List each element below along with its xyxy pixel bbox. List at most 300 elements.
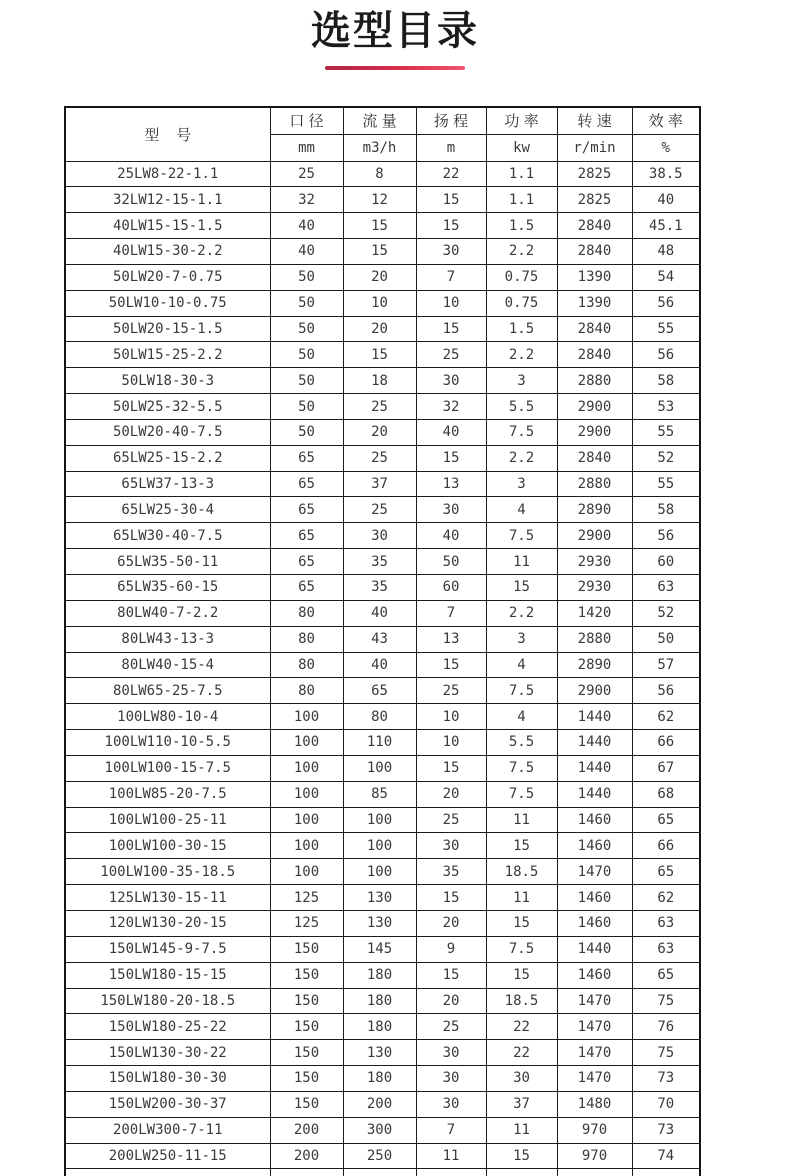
cell-power: 3 — [486, 626, 557, 652]
cell-efficiency: 63 — [632, 575, 700, 601]
cell-power: 1.1 — [486, 187, 557, 213]
cell-model: 32LW12-15-1.1 — [65, 187, 270, 213]
cell-efficiency: 40 — [632, 187, 700, 213]
table-row — [65, 316, 700, 342]
cell-model: 65LW35-50-11 — [65, 549, 270, 575]
header-flow: 流 量 — [343, 107, 416, 134]
cell-head: 15 — [416, 445, 486, 471]
cell-diameter: 100 — [270, 704, 343, 730]
title-block — [0, 6, 790, 70]
cell-head: 15 — [416, 652, 486, 678]
cell-head: 22 — [416, 161, 486, 187]
cell-flow: 100 — [343, 755, 416, 781]
cell-head: 25 — [416, 807, 486, 833]
cell-diameter: 150 — [270, 936, 343, 962]
cell-power: 22 — [486, 1014, 557, 1040]
cell-speed: 1460 — [557, 833, 632, 859]
cell-head: 50 — [416, 549, 486, 575]
cell-power: 0.75 — [486, 290, 557, 316]
cell-power: 7.5 — [486, 755, 557, 781]
cell-diameter: 50 — [270, 342, 343, 368]
unit-diameter: mm — [270, 134, 343, 161]
cell-flow: 300 — [343, 1117, 416, 1143]
cell-diameter: 65 — [270, 549, 343, 575]
cell-flow: 80 — [343, 704, 416, 730]
unit-power: kw — [486, 134, 557, 161]
table-row — [65, 652, 700, 678]
cell-diameter: 200 — [270, 1143, 343, 1169]
cell-diameter: 100 — [270, 755, 343, 781]
cell-speed: 1480 — [557, 1091, 632, 1117]
cell-head: 15 — [416, 885, 486, 911]
cell-power: 7.5 — [486, 419, 557, 445]
cell-model: 100LW100-15-7.5 — [65, 755, 270, 781]
cell-speed: 2880 — [557, 368, 632, 394]
table-row — [65, 755, 700, 781]
cell-head: 35 — [416, 859, 486, 885]
cell-flow: 10 — [343, 290, 416, 316]
cell-model: 150LW180-30-30 — [65, 1066, 270, 1092]
table-row — [65, 807, 700, 833]
table-row — [65, 264, 700, 290]
header-row-names — [65, 107, 700, 134]
cell-head: 20 — [416, 910, 486, 936]
partial-row — [65, 1169, 700, 1176]
cell-head: 30 — [416, 1091, 486, 1117]
header-power: 功 率 — [486, 107, 557, 134]
cell-model: 25LW8-22-1.1 — [65, 161, 270, 187]
cell-speed: 2840 — [557, 239, 632, 265]
cell-model: 65LW25-30-4 — [65, 497, 270, 523]
cell-diameter: 65 — [270, 471, 343, 497]
empty-cell — [416, 1169, 486, 1176]
cell-speed: 1390 — [557, 264, 632, 290]
cell-model: 100LW100-35-18.5 — [65, 859, 270, 885]
cell-flow: 30 — [343, 523, 416, 549]
cell-power: 7.5 — [486, 523, 557, 549]
selection-catalog-table — [64, 106, 701, 1176]
cell-model: 65LW30-40-7.5 — [65, 523, 270, 549]
cell-head: 15 — [416, 755, 486, 781]
cell-power: 3 — [486, 471, 557, 497]
table-row — [65, 549, 700, 575]
cell-model: 65LW25-15-2.2 — [65, 445, 270, 471]
cell-efficiency: 48 — [632, 239, 700, 265]
cell-speed: 2900 — [557, 394, 632, 420]
page-title: 选型目录 — [311, 9, 479, 53]
cell-model: 100LW80-10-4 — [65, 704, 270, 730]
cell-diameter: 150 — [270, 1091, 343, 1117]
cell-efficiency: 62 — [632, 885, 700, 911]
cell-power: 5.5 — [486, 730, 557, 756]
cell-diameter: 125 — [270, 910, 343, 936]
cell-speed: 1440 — [557, 730, 632, 756]
cell-power: 22 — [486, 1040, 557, 1066]
cell-power: 0.75 — [486, 264, 557, 290]
cell-speed: 2825 — [557, 187, 632, 213]
cell-power: 11 — [486, 807, 557, 833]
header-efficiency: 效 率 — [632, 107, 700, 134]
cell-speed: 2930 — [557, 549, 632, 575]
cell-diameter: 100 — [270, 781, 343, 807]
cell-efficiency: 63 — [632, 910, 700, 936]
cell-diameter: 50 — [270, 419, 343, 445]
cell-power: 3 — [486, 368, 557, 394]
cell-speed: 2900 — [557, 419, 632, 445]
cell-flow: 130 — [343, 885, 416, 911]
cell-flow: 20 — [343, 264, 416, 290]
table-row — [65, 161, 700, 187]
cell-power: 4 — [486, 497, 557, 523]
cell-flow: 35 — [343, 549, 416, 575]
cell-efficiency: 75 — [632, 1040, 700, 1066]
cell-power: 11 — [486, 549, 557, 575]
cell-diameter: 150 — [270, 1014, 343, 1040]
cell-head: 13 — [416, 626, 486, 652]
cell-head: 40 — [416, 523, 486, 549]
cell-head: 40 — [416, 419, 486, 445]
cell-diameter: 50 — [270, 264, 343, 290]
cell-power: 15 — [486, 575, 557, 601]
cell-diameter: 100 — [270, 730, 343, 756]
cell-model: 120LW130-20-15 — [65, 910, 270, 936]
cell-flow: 20 — [343, 419, 416, 445]
cell-speed: 1440 — [557, 781, 632, 807]
cell-diameter: 65 — [270, 575, 343, 601]
cell-diameter: 40 — [270, 239, 343, 265]
cell-head: 25 — [416, 342, 486, 368]
cell-efficiency: 65 — [632, 962, 700, 988]
cell-head: 30 — [416, 1066, 486, 1092]
cell-head: 30 — [416, 497, 486, 523]
unit-efficiency: % — [632, 134, 700, 161]
cell-head: 25 — [416, 1014, 486, 1040]
unit-flow: m3/h — [343, 134, 416, 161]
cell-power: 1.5 — [486, 213, 557, 239]
cell-head: 10 — [416, 730, 486, 756]
title-underline — [325, 66, 465, 70]
cell-model: 40LW15-15-1.5 — [65, 213, 270, 239]
cell-speed: 1460 — [557, 807, 632, 833]
table-row — [65, 600, 700, 626]
table-row — [65, 781, 700, 807]
cell-model: 150LW180-25-22 — [65, 1014, 270, 1040]
cell-power: 11 — [486, 885, 557, 911]
cell-efficiency: 63 — [632, 936, 700, 962]
cell-model: 125LW130-15-11 — [65, 885, 270, 911]
cell-diameter: 80 — [270, 652, 343, 678]
cell-speed: 1460 — [557, 885, 632, 911]
cell-model: 50LW20-15-1.5 — [65, 316, 270, 342]
cell-power: 15 — [486, 962, 557, 988]
cell-flow: 15 — [343, 342, 416, 368]
cell-model: 50LW18-30-3 — [65, 368, 270, 394]
cell-diameter: 65 — [270, 445, 343, 471]
table-row — [65, 936, 700, 962]
cell-power: 18.5 — [486, 859, 557, 885]
empty-cell — [270, 1169, 343, 1176]
cell-power: 11 — [486, 1117, 557, 1143]
cell-power: 1.5 — [486, 316, 557, 342]
cell-efficiency: 58 — [632, 497, 700, 523]
cell-flow: 100 — [343, 807, 416, 833]
cell-power: 15 — [486, 910, 557, 936]
cell-model: 150LW180-20-18.5 — [65, 988, 270, 1014]
cell-flow: 15 — [343, 213, 416, 239]
table-row — [65, 910, 700, 936]
cell-power: 7.5 — [486, 936, 557, 962]
cell-power: 18.5 — [486, 988, 557, 1014]
cell-flow: 100 — [343, 859, 416, 885]
cell-power: 1.1 — [486, 161, 557, 187]
cell-head: 60 — [416, 575, 486, 601]
cell-speed: 2930 — [557, 575, 632, 601]
cell-power: 30 — [486, 1066, 557, 1092]
cell-diameter: 150 — [270, 988, 343, 1014]
cell-head: 7 — [416, 1117, 486, 1143]
table-row — [65, 626, 700, 652]
cell-head: 15 — [416, 316, 486, 342]
cell-efficiency: 73 — [632, 1066, 700, 1092]
empty-cell — [632, 1169, 700, 1176]
cell-speed: 2880 — [557, 471, 632, 497]
cell-flow: 85 — [343, 781, 416, 807]
cell-model: 150LW200-30-37 — [65, 1091, 270, 1117]
cell-diameter: 65 — [270, 497, 343, 523]
cell-power: 7.5 — [486, 781, 557, 807]
cell-flow: 110 — [343, 730, 416, 756]
cell-diameter: 100 — [270, 859, 343, 885]
table-row — [65, 704, 700, 730]
cell-diameter: 125 — [270, 885, 343, 911]
cell-flow: 18 — [343, 368, 416, 394]
header-speed: 转 速 — [557, 107, 632, 134]
cell-head: 30 — [416, 833, 486, 859]
table-row — [65, 1117, 700, 1143]
cell-model: 150LW145-9-7.5 — [65, 936, 270, 962]
cell-model: 100LW100-30-15 — [65, 833, 270, 859]
cell-speed: 1460 — [557, 910, 632, 936]
cell-flow: 25 — [343, 497, 416, 523]
cell-efficiency: 45.1 — [632, 213, 700, 239]
cell-diameter: 200 — [270, 1117, 343, 1143]
cell-speed: 1470 — [557, 988, 632, 1014]
cell-efficiency: 60 — [632, 549, 700, 575]
cell-speed: 2840 — [557, 342, 632, 368]
cell-power: 2.2 — [486, 342, 557, 368]
cell-efficiency: 68 — [632, 781, 700, 807]
cell-flow: 180 — [343, 1066, 416, 1092]
cell-model: 150LW180-15-15 — [65, 962, 270, 988]
cell-power: 15 — [486, 833, 557, 859]
cell-efficiency: 55 — [632, 419, 700, 445]
cell-flow: 180 — [343, 988, 416, 1014]
cell-head: 11 — [416, 1143, 486, 1169]
cell-efficiency: 65 — [632, 859, 700, 885]
cell-head: 10 — [416, 290, 486, 316]
cell-diameter: 150 — [270, 962, 343, 988]
cell-diameter: 65 — [270, 523, 343, 549]
cell-model: 150LW130-30-22 — [65, 1040, 270, 1066]
cell-model: 50LW10-10-0.75 — [65, 290, 270, 316]
cell-flow: 15 — [343, 239, 416, 265]
table-row — [65, 1143, 700, 1169]
cell-speed: 1440 — [557, 755, 632, 781]
cell-head: 25 — [416, 678, 486, 704]
cell-head: 20 — [416, 781, 486, 807]
cell-diameter: 25 — [270, 161, 343, 187]
empty-cell — [65, 1169, 270, 1176]
cell-efficiency: 76 — [632, 1014, 700, 1040]
cell-flow: 35 — [343, 575, 416, 601]
cell-efficiency: 65 — [632, 807, 700, 833]
table-row — [65, 885, 700, 911]
cell-power: 37 — [486, 1091, 557, 1117]
header-diameter: 口 径 — [270, 107, 343, 134]
cell-flow: 12 — [343, 187, 416, 213]
cell-efficiency: 56 — [632, 523, 700, 549]
cell-model: 50LW25-32-5.5 — [65, 394, 270, 420]
cell-model: 200LW250-11-15 — [65, 1143, 270, 1169]
cell-speed: 1440 — [557, 936, 632, 962]
table-row — [65, 1014, 700, 1040]
cell-efficiency: 57 — [632, 652, 700, 678]
cell-power: 2.2 — [486, 600, 557, 626]
cell-flow: 8 — [343, 161, 416, 187]
cell-flow: 145 — [343, 936, 416, 962]
cell-model: 80LW40-15-4 — [65, 652, 270, 678]
cell-efficiency: 55 — [632, 471, 700, 497]
cell-head: 15 — [416, 213, 486, 239]
cell-power: 15 — [486, 1143, 557, 1169]
cell-power: 2.2 — [486, 239, 557, 265]
cell-head: 10 — [416, 704, 486, 730]
cell-flow: 180 — [343, 962, 416, 988]
cell-speed: 1470 — [557, 1014, 632, 1040]
cell-head: 30 — [416, 1040, 486, 1066]
cell-speed: 1470 — [557, 1066, 632, 1092]
cell-speed: 2900 — [557, 678, 632, 704]
cell-speed: 2890 — [557, 497, 632, 523]
table-row — [65, 523, 700, 549]
table-row — [65, 1066, 700, 1092]
cell-head: 30 — [416, 239, 486, 265]
cell-power: 4 — [486, 704, 557, 730]
table-row — [65, 239, 700, 265]
table-row — [65, 368, 700, 394]
cell-diameter: 80 — [270, 678, 343, 704]
cell-diameter: 50 — [270, 316, 343, 342]
cell-head: 7 — [416, 264, 486, 290]
cell-efficiency: 67 — [632, 755, 700, 781]
cell-model: 100LW85-20-7.5 — [65, 781, 270, 807]
table-row — [65, 342, 700, 368]
cell-power: 7.5 — [486, 678, 557, 704]
table-row — [65, 962, 700, 988]
cell-speed: 2840 — [557, 316, 632, 342]
table-body — [65, 161, 700, 1176]
unit-head: m — [416, 134, 486, 161]
cell-speed: 1440 — [557, 704, 632, 730]
table-header — [65, 107, 700, 161]
cell-speed: 1470 — [557, 859, 632, 885]
cell-speed: 2840 — [557, 445, 632, 471]
cell-head: 20 — [416, 988, 486, 1014]
cell-model: 50LW15-25-2.2 — [65, 342, 270, 368]
cell-speed: 2825 — [557, 161, 632, 187]
cell-diameter: 100 — [270, 833, 343, 859]
cell-flow: 130 — [343, 910, 416, 936]
cell-flow: 43 — [343, 626, 416, 652]
table-row — [65, 497, 700, 523]
cell-power: 4 — [486, 652, 557, 678]
table-row — [65, 859, 700, 885]
cell-efficiency: 52 — [632, 445, 700, 471]
cell-flow: 180 — [343, 1014, 416, 1040]
cell-speed: 2880 — [557, 626, 632, 652]
table-row — [65, 988, 700, 1014]
cell-flow: 20 — [343, 316, 416, 342]
cell-speed: 2890 — [557, 652, 632, 678]
cell-speed: 2900 — [557, 523, 632, 549]
cell-diameter: 50 — [270, 290, 343, 316]
cell-head: 13 — [416, 471, 486, 497]
cell-model: 100LW110-10-5.5 — [65, 730, 270, 756]
cell-diameter: 40 — [270, 213, 343, 239]
cell-speed: 970 — [557, 1117, 632, 1143]
cell-head: 32 — [416, 394, 486, 420]
cell-model: 80LW40-7-2.2 — [65, 600, 270, 626]
cell-efficiency: 56 — [632, 290, 700, 316]
cell-diameter: 100 — [270, 807, 343, 833]
cell-efficiency: 56 — [632, 342, 700, 368]
table-row — [65, 1040, 700, 1066]
cell-power: 5.5 — [486, 394, 557, 420]
unit-speed: r/min — [557, 134, 632, 161]
empty-cell — [343, 1169, 416, 1176]
cell-flow: 130 — [343, 1040, 416, 1066]
cell-diameter: 50 — [270, 368, 343, 394]
cell-diameter: 80 — [270, 626, 343, 652]
cell-flow: 40 — [343, 652, 416, 678]
cell-model: 50LW20-40-7.5 — [65, 419, 270, 445]
cell-flow: 200 — [343, 1091, 416, 1117]
cell-model: 40LW15-30-2.2 — [65, 239, 270, 265]
cell-speed: 1390 — [557, 290, 632, 316]
cell-efficiency: 56 — [632, 678, 700, 704]
cell-model: 65LW35-60-15 — [65, 575, 270, 601]
cell-efficiency: 58 — [632, 368, 700, 394]
cell-efficiency: 38.5 — [632, 161, 700, 187]
table-row — [65, 419, 700, 445]
cell-head: 30 — [416, 368, 486, 394]
cell-diameter: 150 — [270, 1066, 343, 1092]
cell-efficiency: 53 — [632, 394, 700, 420]
table-row — [65, 213, 700, 239]
cell-model: 80LW65-25-7.5 — [65, 678, 270, 704]
cell-power: 2.2 — [486, 445, 557, 471]
cell-efficiency: 52 — [632, 600, 700, 626]
table-row — [65, 445, 700, 471]
cell-flow: 25 — [343, 394, 416, 420]
cell-speed: 1470 — [557, 1040, 632, 1066]
table-row — [65, 730, 700, 756]
table-row — [65, 678, 700, 704]
empty-cell — [486, 1169, 557, 1176]
cell-flow: 65 — [343, 678, 416, 704]
cell-efficiency: 75 — [632, 988, 700, 1014]
table-row — [65, 1091, 700, 1117]
